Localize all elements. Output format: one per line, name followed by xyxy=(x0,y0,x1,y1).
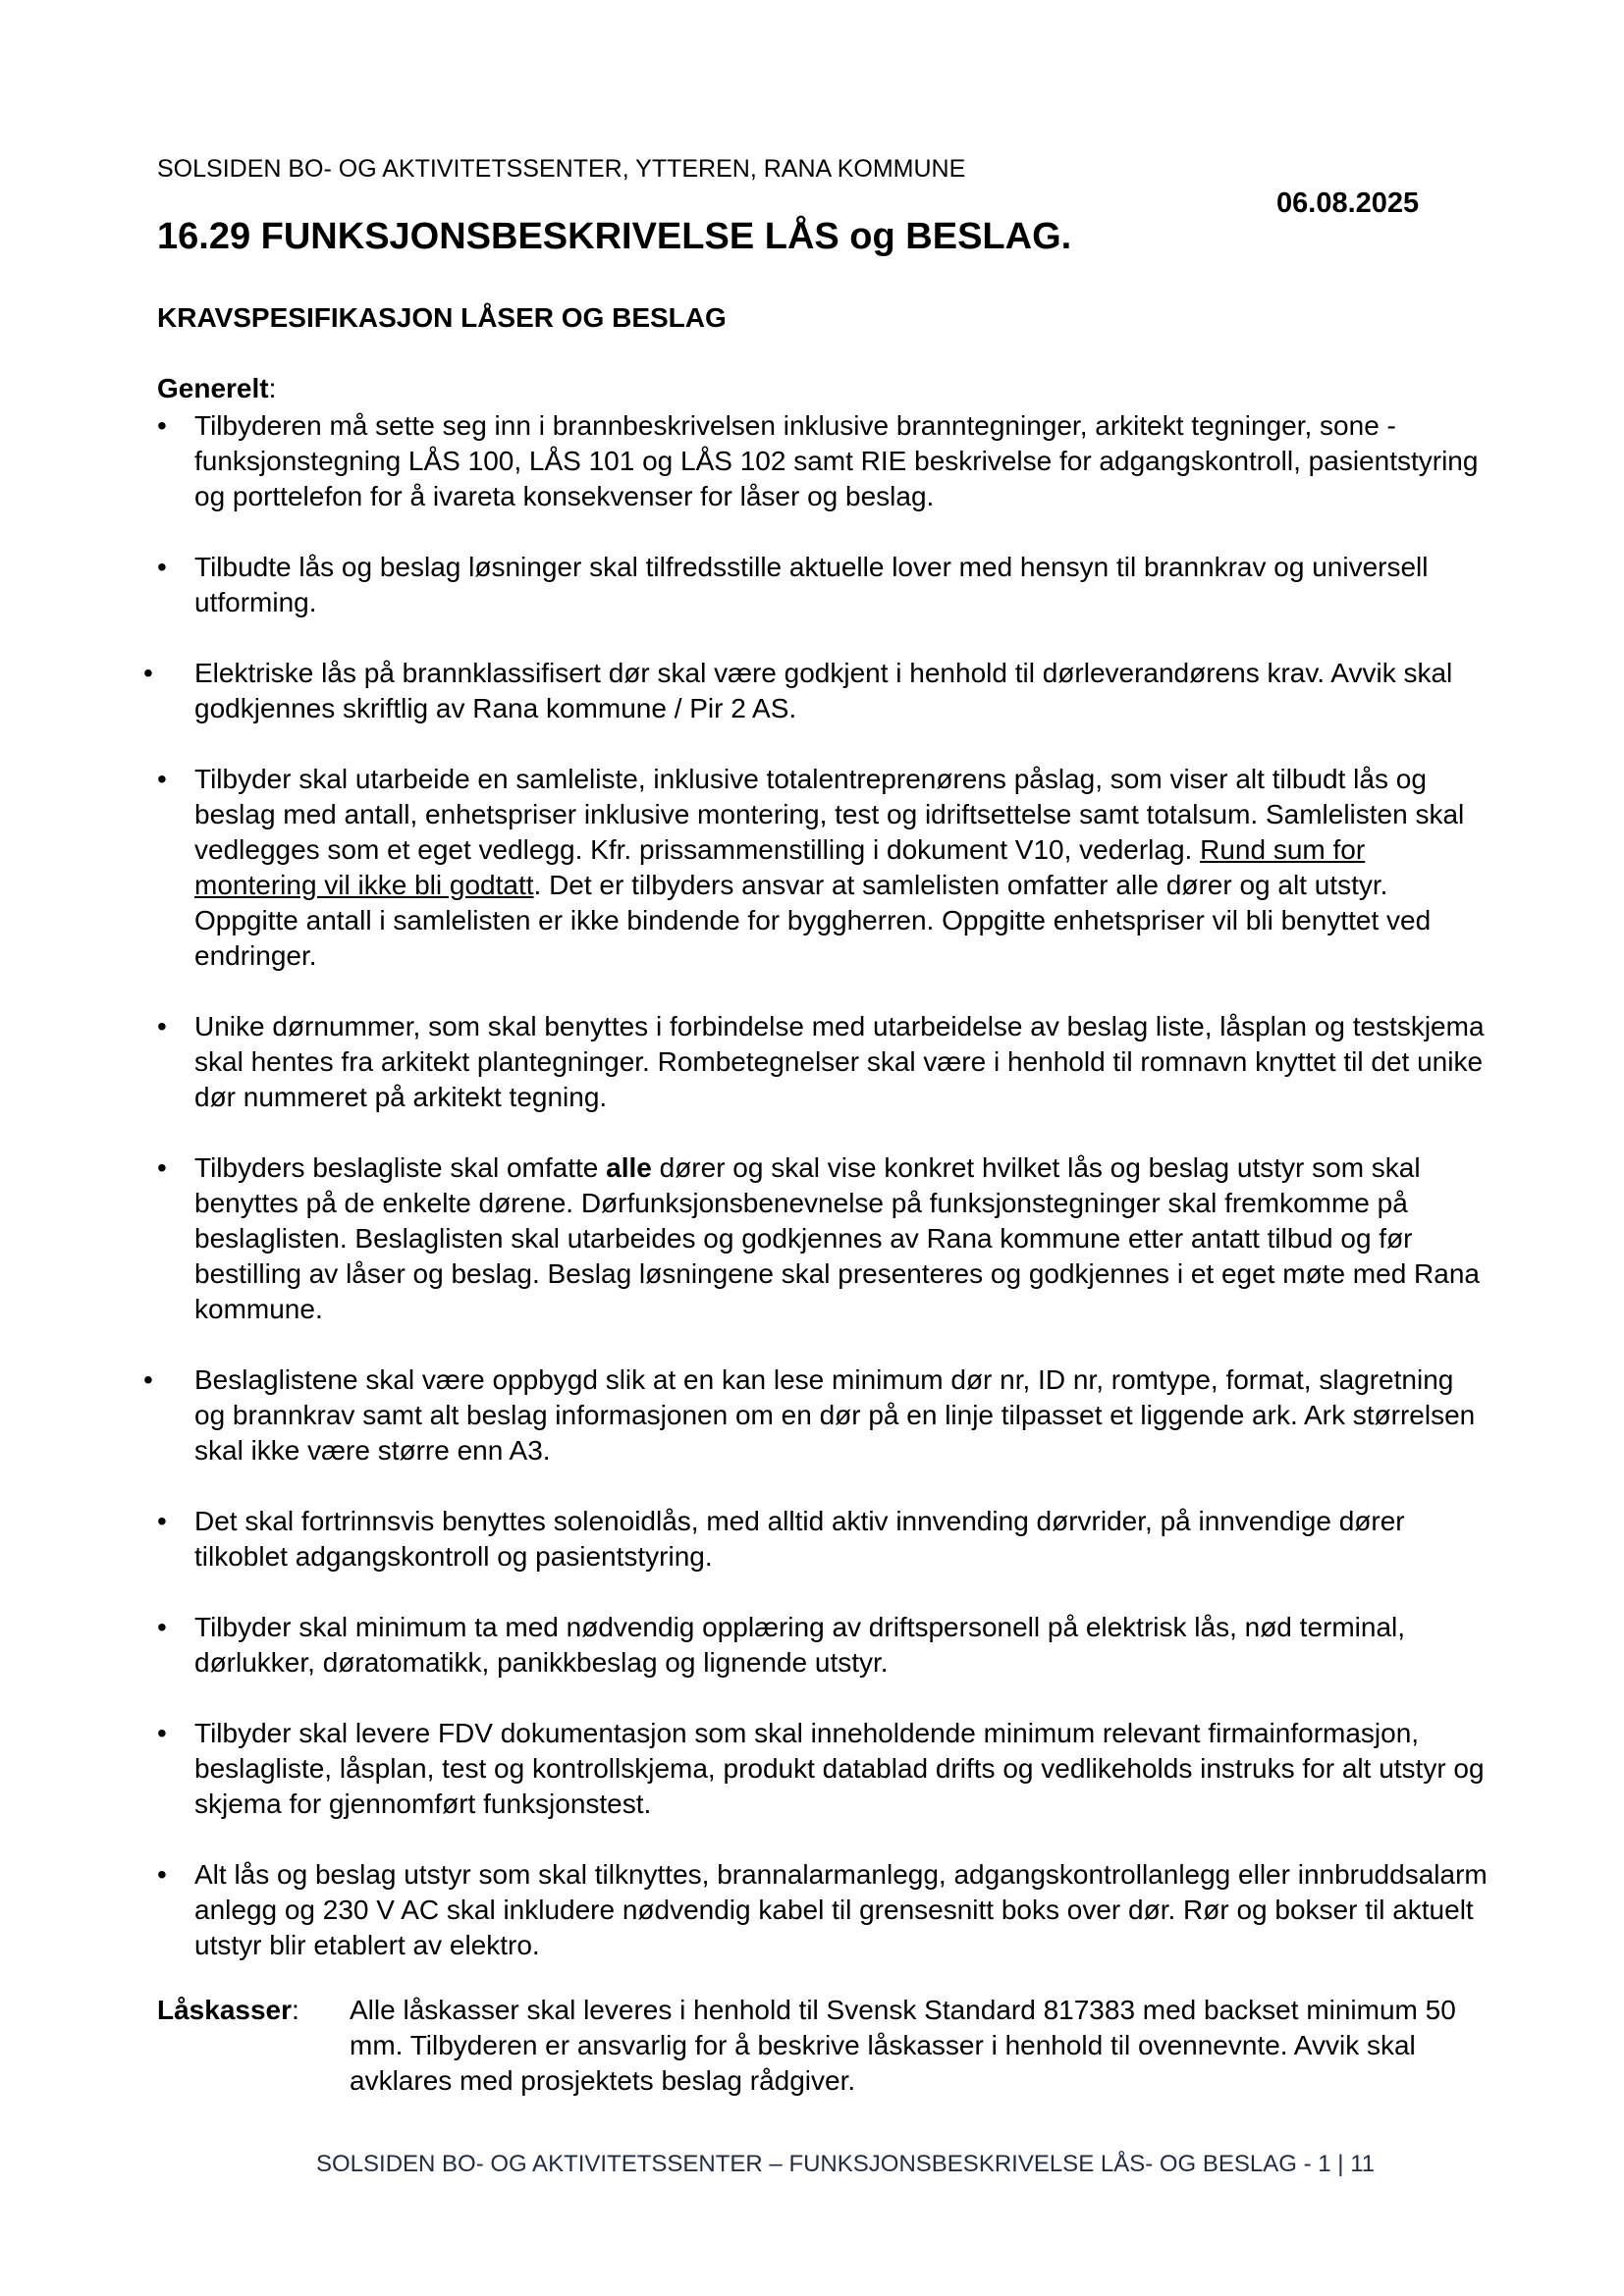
bullet-icon: • xyxy=(157,1011,167,1041)
list-item-text: . Det er tilbyders ansvar at samlelisten omfatter alle dører og alt utstyr. Oppgitte antall i samlelisten er ikke bindende for byggherren. Oppgitte enhetspriser vil bli benyttet ved endringer. xyxy=(194,870,1432,971)
list-item-text: Tilbyders beslagliste skal omfatte xyxy=(194,1152,607,1183)
bold-text: alle xyxy=(606,1152,652,1183)
list-item-text: Unike dørnummer, som skal benyttes i forbindelse med utarbeidelse av beslag liste, låsplan og testskjema skal hentes fra arkitekt plantegninger. Rombetegnelser skal være i henhold til romnavn knyttet til det unike dør nummeret på arkitekt tegning. xyxy=(194,1011,1485,1112)
bullet-icon: • xyxy=(157,1859,167,1890)
list-item-text: Tilbyderen må sette seg inn i brannbeskrivelsen inklusive branntegninger, arkitekt tegninger, sone - funksjonstegning LÅS 100, LÅS 101 og LÅS 102 samt RIE beskrivelse for adgangskontroll, pasientstyring og porttelefon for å ivareta konsekvenser for låser og beslag. xyxy=(194,410,1479,511)
section-heading-colon: : xyxy=(268,373,277,403)
underlined-text: Rund sum for montering vil ikke bli godtatt xyxy=(194,834,1366,900)
section-heading-generelt xyxy=(157,373,276,404)
list-item xyxy=(0,1610,1490,1681)
list-item xyxy=(0,656,1490,726)
list-item xyxy=(0,1009,1490,1115)
list-item xyxy=(0,1150,1490,1327)
list-item-text: Elektriske lås på brannklassifisert dør skal være godkjent i henhold til dørleverandørens krav. Avvik skal godkjennes skriftlig av Rana kommune / Pir 2 AS. xyxy=(194,658,1453,723)
bullet-icon: • xyxy=(143,1364,153,1395)
laaskasser-label xyxy=(157,1993,299,2028)
laaskasser-label-text: Låskasser xyxy=(157,1995,293,2025)
page-title: 16.29 FUNKSJONSBESKRIVELSE LÅS og BESLAG. xyxy=(157,216,1072,257)
bullet-icon: • xyxy=(157,410,167,441)
bullet-icon: • xyxy=(157,1506,167,1536)
list-item-text: Beslaglistene skal være oppbygd slik at en kan lese minimum dør nr, ID nr, romtype, format, slagretning og brannkrav samt alt beslag informasjonen om en dør på en linje tilpasset et liggende ark. Ark størrelsen skal ikke være større enn A3. xyxy=(194,1364,1476,1466)
section-subtitle: KRAVSPESIFIKASJON LÅSER OG BESLAG xyxy=(157,302,727,333)
list-item xyxy=(0,1362,1490,1468)
bullet-icon: • xyxy=(157,764,167,794)
bullet-icon: • xyxy=(157,552,167,582)
list-item xyxy=(0,1504,1490,1575)
section-heading-label: Generelt xyxy=(157,373,269,403)
list-item-text: Alt lås og beslag utstyr som skal tilknyttes, brannalarmanlegg, adgangskontrollanlegg eller innbruddsalarm anlegg og 230 V AC skal inkludere nødvendig kabel til grensesnitt boks over dør. Rør og bokser til aktuelt utstyr blir etablert av elektro. xyxy=(194,1859,1488,1960)
laaskasser-colon: : xyxy=(292,1995,299,2025)
list-item-text: Tilbyder skal utarbeide en samleliste, inklusive totalentreprenørens påslag, som viser alt tilbudt lås og beslag med antall, enhetspriser inklusive montering, test og idriftsettelse samt totalsum. Samlelisten skal vedlegges som et eget vedlegg. Kfr. prissammenstilling i dokument V10, vederlag. xyxy=(194,764,1465,865)
page-footer: SOLSIDEN BO- OG AKTIVITETSSENTER – FUNKSJONSBESKRIVELSE LÅS- OG BESLAG - 1 | 11 xyxy=(316,2151,1376,2177)
bullet-icon: • xyxy=(157,1718,167,1748)
header-project: SOLSIDEN BO- OG AKTIVITETSSENTER, YTTEREN, RANA KOMMUNE xyxy=(157,155,966,183)
list-item-text: Tilbudte lås og beslag løsninger skal tilfredsstille aktuelle lover med hensyn til brannkrav og universell utforming. xyxy=(194,552,1429,617)
list-item-text: dører og skal vise konkret hvilket lås og beslag utstyr som skal benyttes på de enkelte dørene. Dørfunksjonsbenevnelse på funksjonstegninger skal fremkomme på beslaglisten. Beslaglisten skal utarbeides og godkjennes av Rana kommune etter antatt tilbud og før bestilling av låser og beslag. Beslag løsningene skal presenteres og godkjennes i et eget møte med Rana kommune. xyxy=(194,1152,1480,1324)
laaskasser-section xyxy=(157,1993,1483,2099)
list-item xyxy=(0,762,1490,974)
laaskasser-text: Alle låskasser skal leveres i henhold til Svensk Standard 817383 med backset minimum 50 mm. Tilbyderen er ansvarlig for å beskrive låskasser i henhold til ovennevnte. Avvik skal avklares med prosjektets beslag rådgiver. xyxy=(350,1995,1456,2096)
list-item-text: Det skal fortrinnsvis benyttes solenoidlås, med alltid aktiv innvending dørvrider, på innvendige dører tilkoblet adgangskontroll og pasientstyring. xyxy=(194,1506,1405,1572)
list-item xyxy=(0,550,1490,620)
bullet-icon: • xyxy=(157,1152,167,1183)
document-date: 06.08.2025 xyxy=(1276,187,1420,219)
requirements-list xyxy=(0,408,1624,1999)
bullet-icon: • xyxy=(143,658,153,688)
list-item-text: Tilbyder skal levere FDV dokumentasjon som skal inneholdende minimum relevant firmainformasjon, beslagliste, låsplan, test og kontrollskjema, produkt datablad drifts og vedlikeholds instruks for alt utstyr og skjema for gjennomført funksjonstest. xyxy=(194,1718,1485,1819)
list-item xyxy=(0,1857,1490,1963)
list-item-text: Tilbyder skal minimum ta med nødvendig opplæring av driftspersonell på elektrisk lås, nød terminal, dørlukker, døratomatikk, panikkbeslag og lignende utstyr. xyxy=(194,1612,1406,1678)
bullet-icon: • xyxy=(157,1612,167,1642)
list-item xyxy=(0,408,1490,514)
list-item xyxy=(0,1716,1490,1822)
